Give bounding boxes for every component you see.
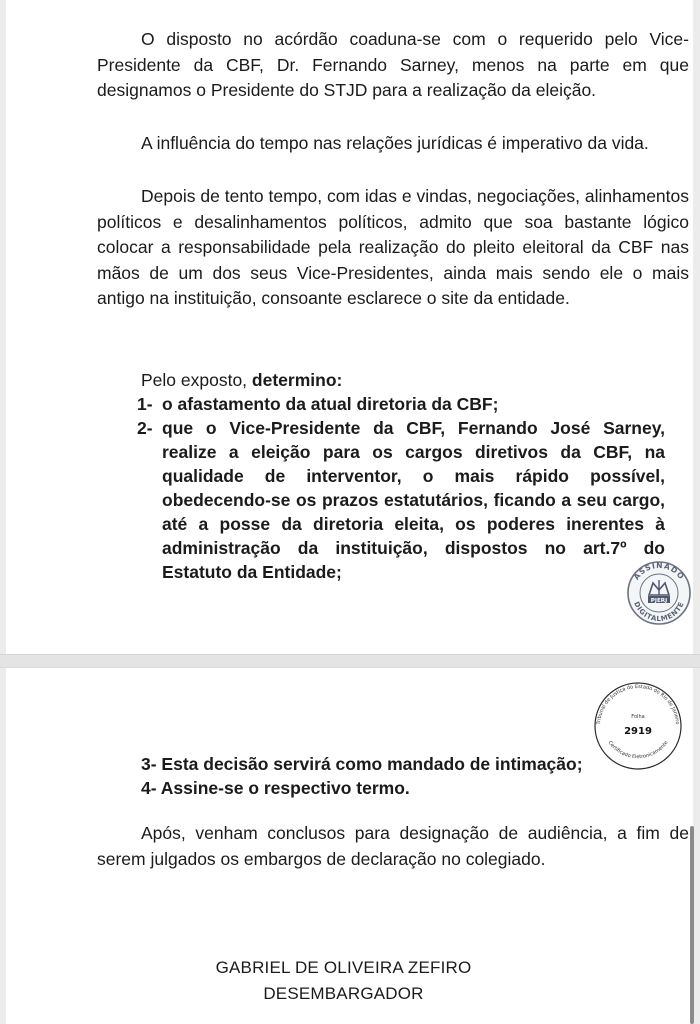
determination-lead: Pelo exposto, determino: (141, 370, 343, 390)
svg-text:DIGITALMENTE: DIGITALMENTE (632, 600, 686, 624)
paragraph-conclusos: Após, venham conclusos para designação de audiência, a fim de serem julgados os embargos de declaração no colegiado. (97, 823, 689, 869)
svg-text:Tribunal de Justiça do Estado: Tribunal de Justiça do Estado do Rio de Janeiro (596, 683, 680, 725)
determination-item-1: 1- o afastamento da atual diretoria da CBF; (137, 394, 499, 414)
page-separator (0, 654, 700, 668)
scrollbar-thumb[interactable] (690, 826, 694, 1024)
svg-text:2919: 2919 (624, 726, 652, 737)
paragraph-influencia: A influência do tempo nas relações jurídicas é imperativo da vida. (141, 133, 649, 153)
svg-text:Folha: Folha (631, 714, 645, 720)
paragraph-acordao: O disposto no acórdão coaduna-se com o requerido pelo Vice-Presidente da CBF, Dr. Fernando Sarney, menos na parte em que designamos o Presidente do STJD para a realização da eleição. (97, 29, 689, 101)
digital-signature-seal (627, 560, 691, 626)
determination-list (137, 392, 665, 584)
svg-text:Certificado Eletronicamente: Certificado Eletronicamente (606, 739, 670, 761)
svg-text:PJERJ: PJERJ (650, 598, 668, 604)
svg-text:ASSINADO: ASSINADO (631, 560, 687, 582)
signer-name: GABRIEL DE OLIVEIRA ZEFIRO (215, 958, 472, 977)
determination-item-2: 2- que o Vice-Presidente da CBF, Fernando José Sarney, realize a eleição para os cargos diretivos da CBF, na qualidade de interventor, o mais rápido possível, obedecendo-se os prazos estatutários, ficando a seu cargo, até a posse da diretoria eleita, os poderes inerentes à administração da instituição, dispostos no art.7º do Estatuto da Entidade; (137, 418, 665, 582)
determination-item-3: 3- Esta decisão servirá como mandado de intimação; (141, 754, 583, 774)
court-page-stamp (590, 680, 686, 772)
paragraph-depois: Depois de tento tempo, com idas e vindas, negociações, alinhamentos políticos e desalinhamentos políticos, admito que soa bastante lógico colocar a responsabilidade pela realização do pleito eleitoral da CBF nas mãos de um dos seus Vice-Presidentes, ainda mais sendo ele o mais antigo na instituição, consoante esclarece o site da entidade. (97, 186, 689, 309)
determination-item-4: 4- Assine-se o respectivo termo. (141, 778, 410, 798)
signer-title: DESEMBARGADOR (263, 984, 424, 1003)
